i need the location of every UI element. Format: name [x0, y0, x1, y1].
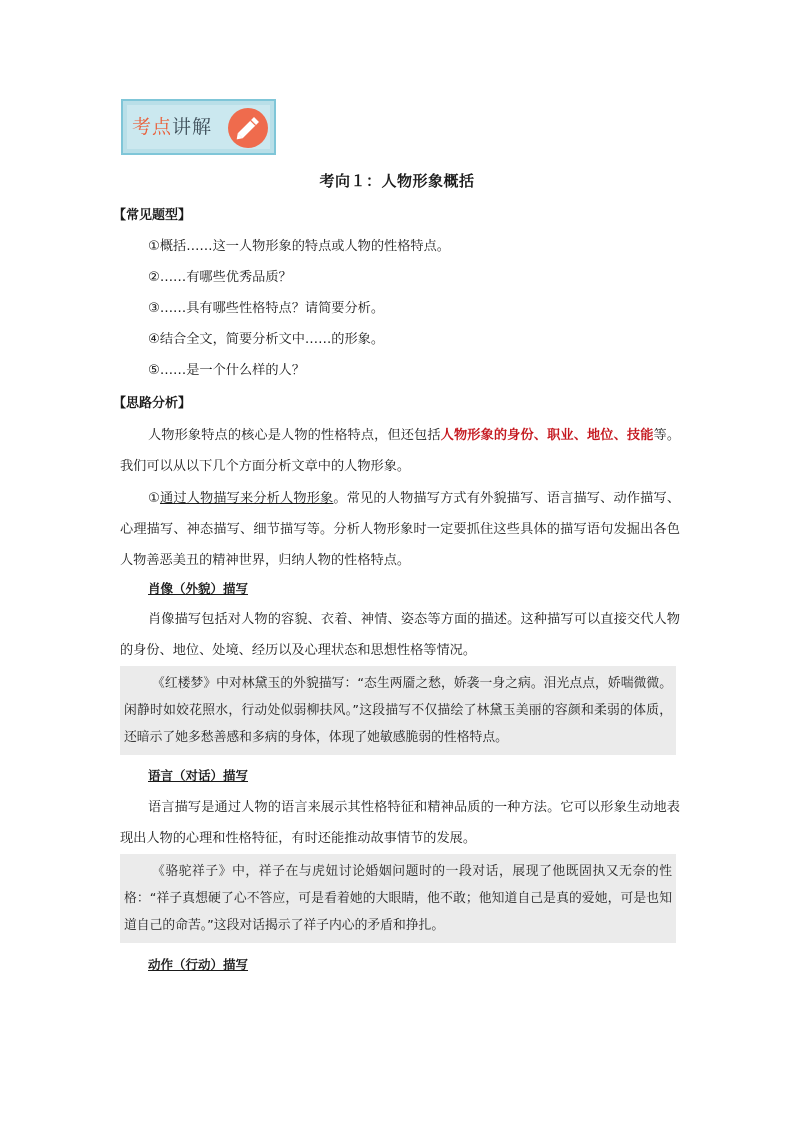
analysis-intro-after: 等。我们可以从以下几个方面分析文章中的人物形象。	[120, 428, 681, 474]
language-example-box	[120, 854, 676, 943]
analysis-point-1-num: ①	[148, 491, 160, 506]
page-title: 考向１：人物形象概括	[319, 172, 475, 190]
analysis-point-1-key: 通过人物描写来分析人物形象	[159, 491, 334, 506]
analysis-point-1	[120, 483, 680, 576]
common-type-item-4: ④结合全文，简要分析文中……的形象。	[148, 332, 385, 347]
analysis-intro-before: 人物形象特点的核心是人物的性格特点，但还包括	[148, 428, 441, 443]
language-heading: 语言（对话）描写	[148, 768, 249, 783]
common-type-item-5: ⑤……是一个什么样的人？	[148, 363, 305, 378]
badge-label-part2: 讲解	[172, 116, 213, 138]
common-type-item-2: ②……有哪些优秀品质？	[148, 270, 292, 285]
badge-label-part1: 考点	[132, 116, 173, 138]
action-heading: 动作（行动）描写	[148, 957, 249, 972]
portrait-text: 肖像描写包括对人物的容貌、衣着、神情、姿态等方面的描述。这种描写可以直接交代人物的身份、地位、处境、经历以及心理状态和思想性格等情况。	[120, 612, 680, 658]
common-type-item-1: ①概括……这一人物形象的特点或人物的性格特点。	[148, 239, 450, 254]
analysis-heading: 【思路分析】	[113, 396, 192, 411]
common-types-heading: 【常见题型】	[113, 208, 192, 223]
analysis-intro-highlight: 人物形象的身份、职业、地位、技能	[440, 428, 654, 443]
language-example: 《骆驼祥子》中，祥子在与虎妞讨论婚姻问题时的一段对话，展现了他既固执又无奈的性格：“祥子真想硬了心不答应，可是看着她的大眼睛，他不敢；他知道自己是真的爱她，可是也知道自己的命苦。”这段对话揭示了祥子内心的矛盾和挣扎。	[124, 864, 672, 933]
portrait-example-box	[120, 666, 676, 755]
language-text: 语言描写是通过人物的语言来展示其性格特征和精神品质的一种方法。它可以形象生动地表现出人物的心理和性格特征，有时还能推动故事情节的发展。	[120, 800, 680, 846]
pencil-icon	[228, 108, 268, 148]
badge-label	[132, 115, 212, 139]
portrait-example: 《红楼梦》中对林黛玉的外貌描写：“态生两靥之愁，娇袭一身之病。泪光点点，娇喘微微。闲静时如姣花照水，行动处似弱柳扶风。”这段描写不仅描绘了林黛玉美丽的容颜和柔弱的体质，还暗示了她多愁善感和多病的身体，体现了她敏感脆弱的性格特点。	[124, 676, 672, 745]
analysis-intro	[120, 420, 680, 482]
section-badge	[121, 99, 276, 155]
common-type-item-3: ③……具有哪些性格特点？请简要分析。	[148, 301, 385, 316]
analysis-point-1-rest: 。常见的人物描写方式有外貌描写、语言描写、动作描写、心理描写、神态描写、细节描写等。分析人物形象时一定要抓住这些具体的描写语句发掘出各色人物善恶美丑的精神世界，归纳人物的性格特点。	[120, 491, 681, 568]
portrait-heading: 肖像（外貌）描写	[148, 581, 249, 596]
